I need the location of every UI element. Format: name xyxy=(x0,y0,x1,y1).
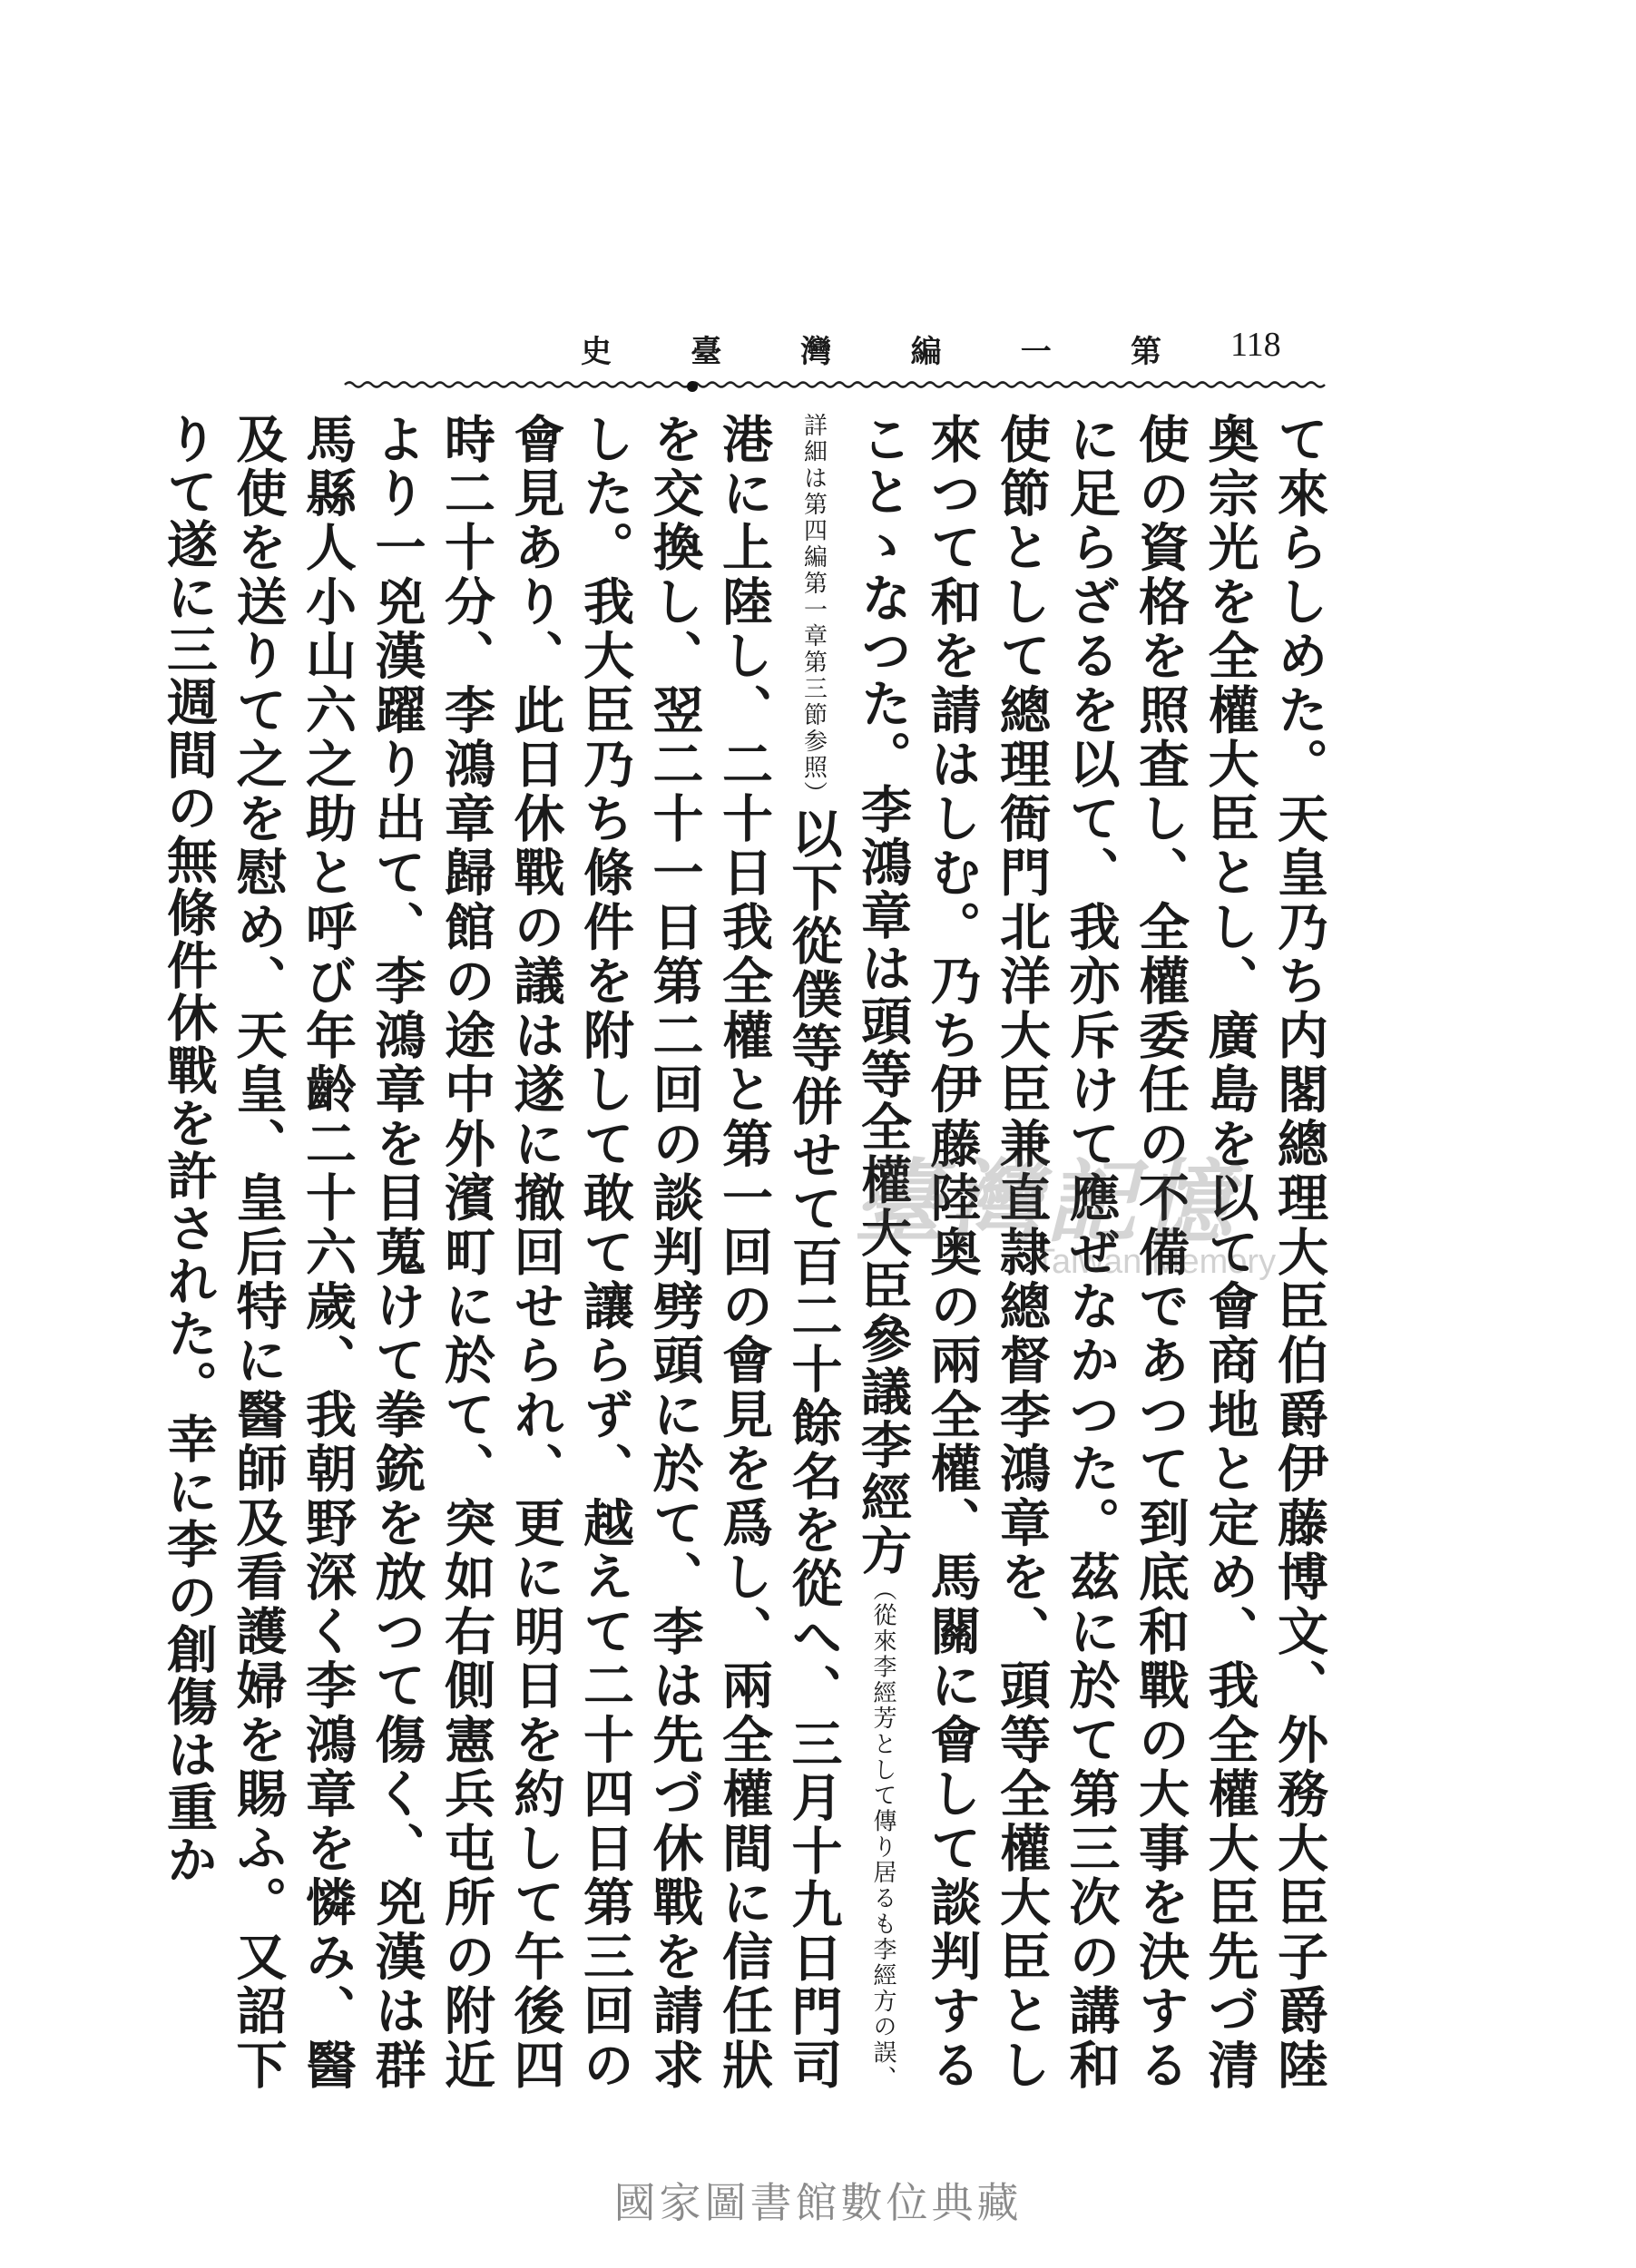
title-char: 一 xyxy=(1020,334,1052,370)
title-char: 史 xyxy=(581,334,612,370)
title-char: 臺 xyxy=(691,334,722,370)
running-title xyxy=(581,327,1161,371)
body-segment: て來らしめた。天皇乃ち内閣總理大臣伯爵伊藤博文、外務大臣子爵陸奥宗光を全權大臣とし、廣島を以て會商地と定め、我全權大臣先づ清使の資格を照査し、全權委任の不備であつて到底和戰の大事を決するに足らざるを以て、我亦斥けて應ぜなかつた。茲に於て第三次の講和使節として總理衙門北洋大臣兼直隷總督李鴻章を、頭等全權大臣とし來つて和を請はしむ。乃ち伊藤陸奥の兩全權、馬關に會して談判することゝなつた。李鴻章は頭等全權大臣參議李經方 xyxy=(853,413,1329,2091)
body-segment: 以下從僕等併せて百二十餘名を從へ、三月十九日門司港に上陸し、二十日我全權と第一回の會見を爲し、兩全權間に信任狀を交換し、翌二十一日第二回の談判劈頭に於て、李は先づ休戰を請求した。我大臣乃ち條件を附して敢て讓らず、越えて二十四日第三回の會見あり、此日休戰の議は遂に撤回せられ、更に明日を約して午後四時二十分、李鴻章歸館の途中外濱町に於て、突如右側憲兵屯所の附近より一兇漢躍り出て、李鴻章を目蒐けて拳銃を放つて傷く、兇漢は群馬縣人小山六之助と呼び年齡二十六歲、我朝野深く李鴻章を憐み、醫及使を送りて之を慰め、天皇、皇后特に醫師及看護婦を賜ふ。又詔下りて遂に三週間の無條件休戰を許された。幸に李の創傷は重か xyxy=(159,413,844,2092)
watermark xyxy=(853,1129,1325,1284)
title-char: 編 xyxy=(910,334,942,370)
watermark-english: Taiwan Memory xyxy=(1034,1243,1277,1281)
title-char: 灣 xyxy=(800,334,832,370)
inline-annotation: （從來李經芳として傳り居るも李經方の誤、詳細は第四編第一章第三節参照） xyxy=(799,413,896,2092)
title-char: 第 xyxy=(1130,334,1161,370)
footer-collection-label: 國家圖書館數位典藏 xyxy=(613,2178,1023,2227)
header-rule xyxy=(345,376,1325,393)
watermark-chinese: 臺灣記憶 xyxy=(853,1149,1238,1256)
page-number: 118 xyxy=(1230,326,1281,364)
